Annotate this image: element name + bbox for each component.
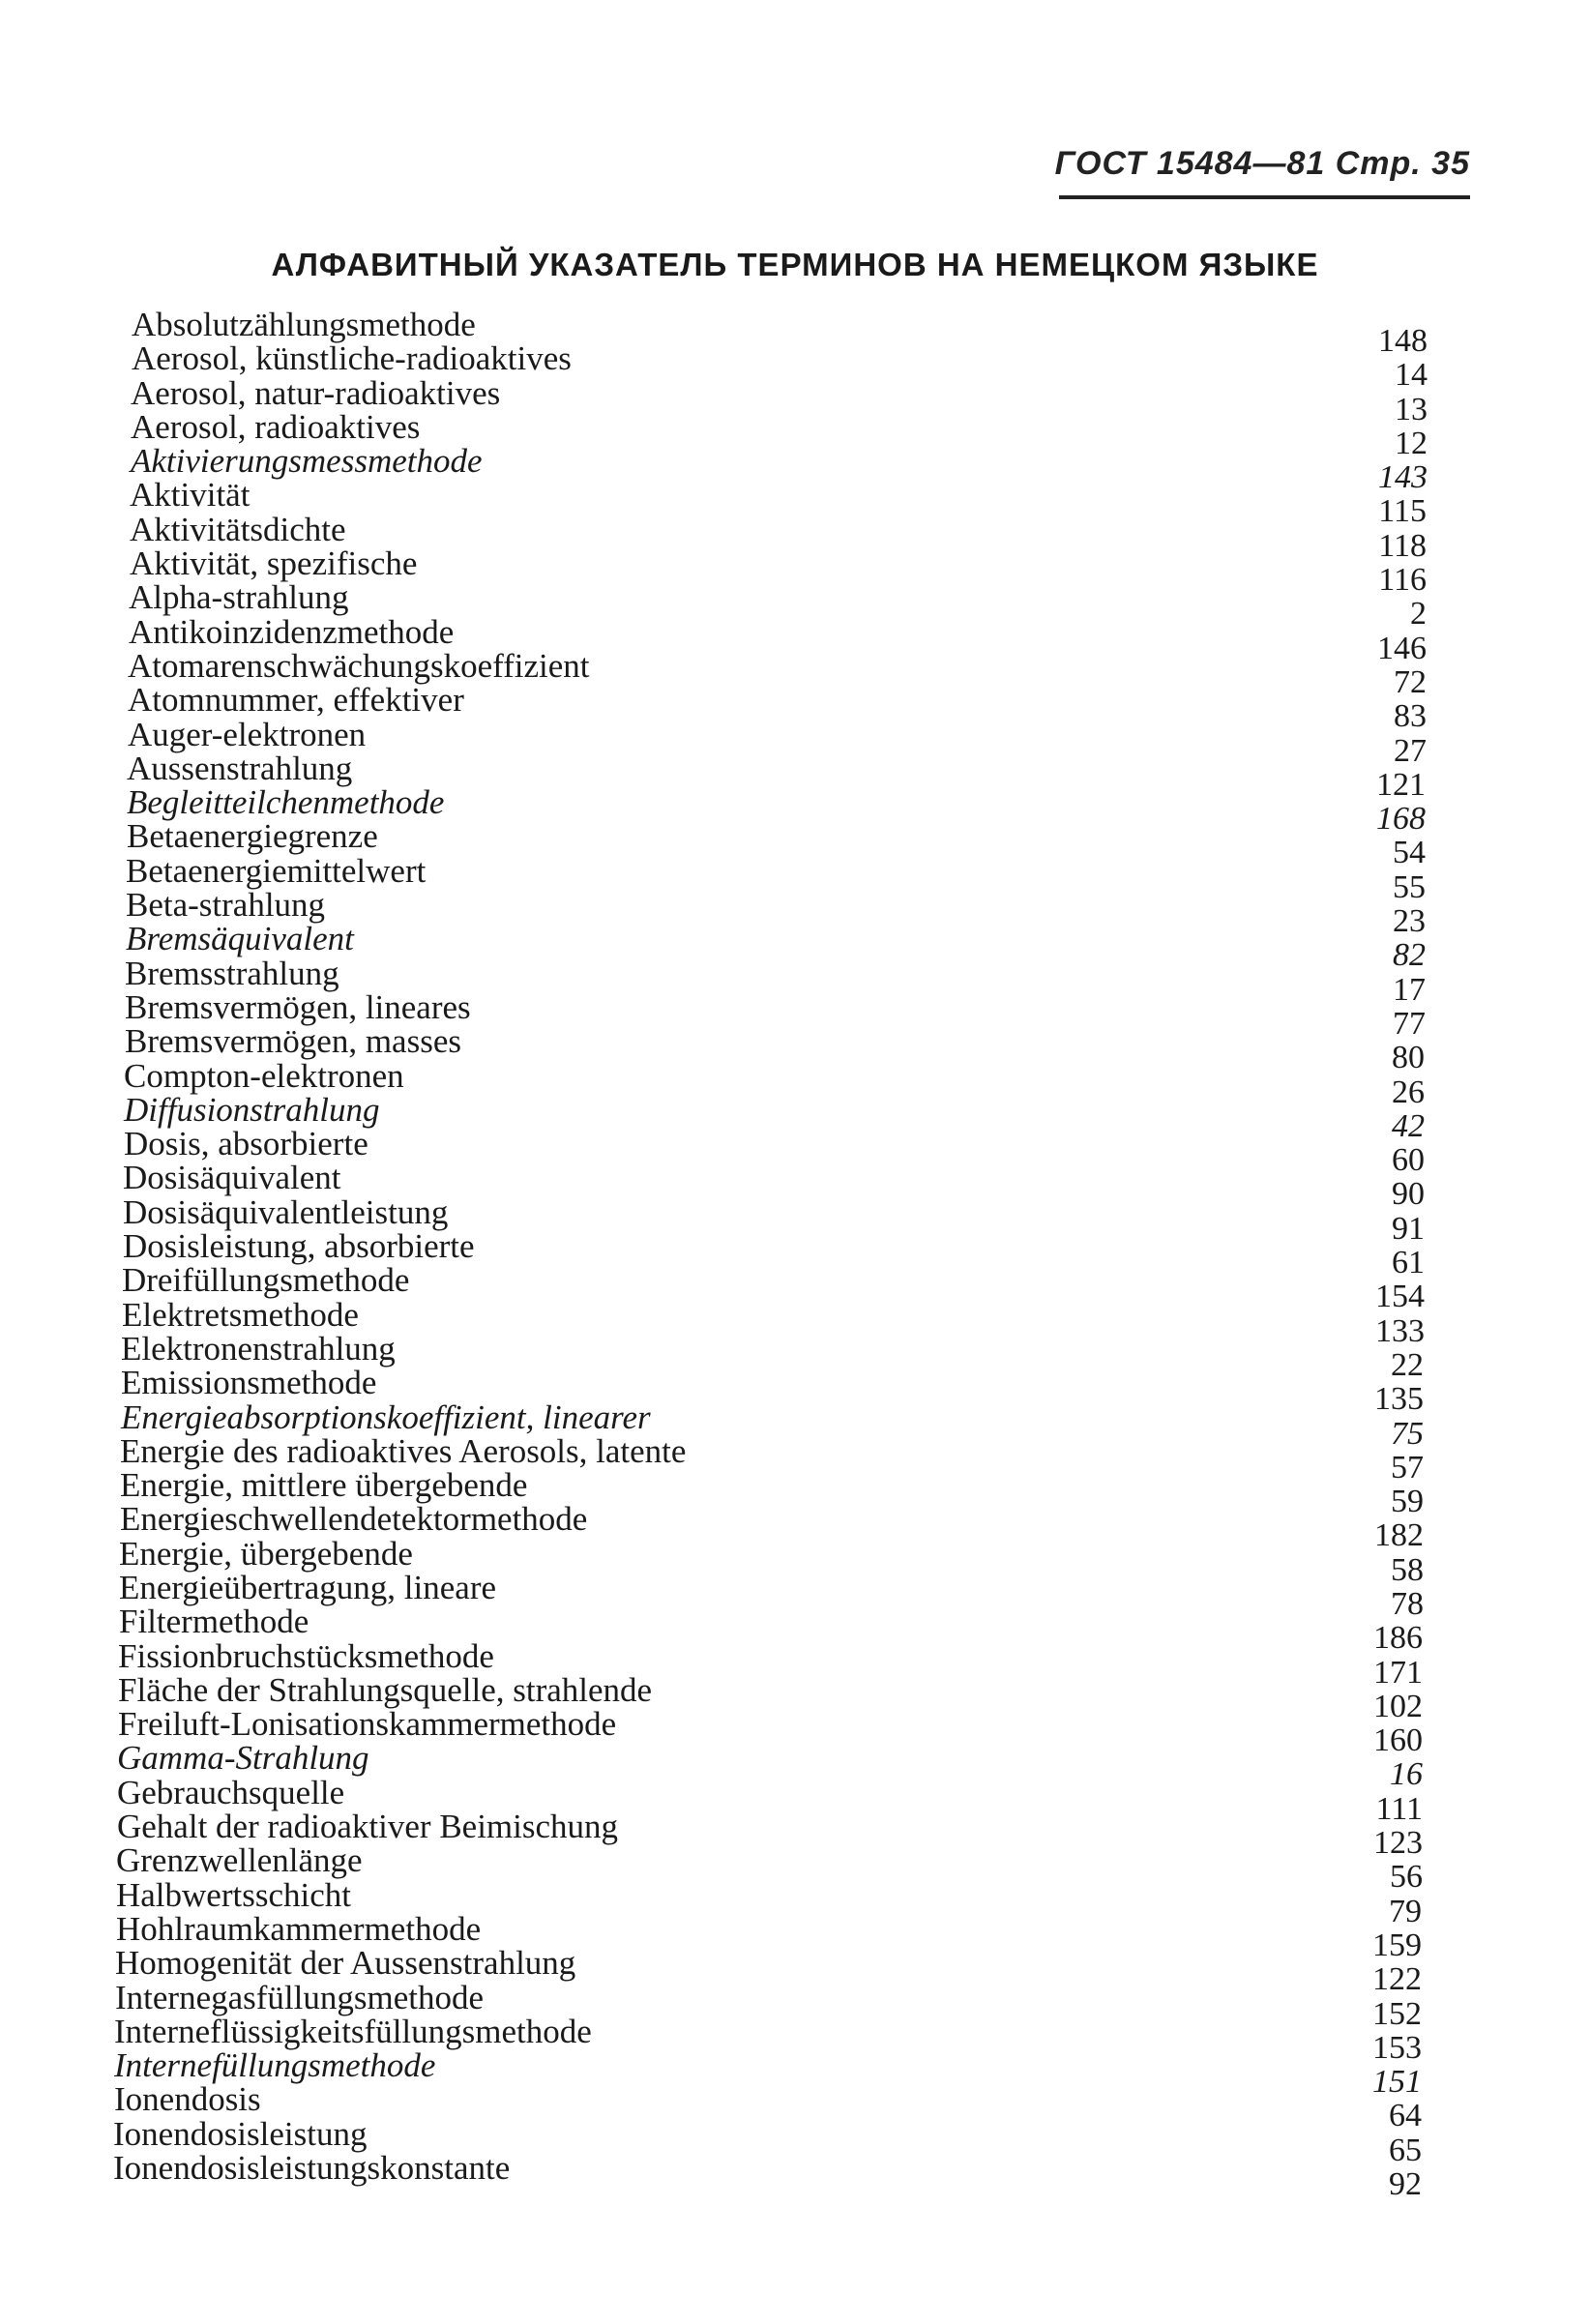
index-page-number: 61 [1392, 1245, 1425, 1281]
index-page-number: 23 [1393, 903, 1426, 940]
index-page-number: 122 [1372, 1961, 1422, 1998]
index-page-number: 154 [1375, 1279, 1425, 1315]
index-term: Fläche der Strahlungsquelle, strahlende [118, 1670, 653, 1709]
index-page-number: 80 [1392, 1040, 1425, 1076]
index-page-number: 153 [1372, 2029, 1422, 2066]
index-term: Energie des radioaktives Aerosols, latente [120, 1431, 687, 1470]
index-term: Beta-strahlung [126, 886, 326, 925]
index-page-number: 14 [1395, 357, 1428, 394]
index-term: Bremsvermögen, masses [125, 1022, 461, 1061]
index-page-number: 65 [1389, 2132, 1422, 2168]
index-page-number: 2 [1410, 596, 1427, 632]
index-term: Alpha-strahlung [129, 578, 349, 617]
index-page-number: 90 [1392, 1176, 1425, 1213]
index-page-number: 17 [1393, 971, 1426, 1008]
index-page-number: 111 [1375, 1790, 1423, 1827]
index-page-number: 75 [1391, 1415, 1424, 1452]
index-term: Bremsvermögen, lineares [125, 987, 471, 1026]
index-page-number: 58 [1391, 1551, 1424, 1588]
index-term: Bremsstrahlung [125, 954, 339, 992]
index-term: Gebrauchsquelle [117, 1773, 345, 1811]
index-page-number: 160 [1373, 1722, 1423, 1759]
index-page-number: 56 [1390, 1859, 1423, 1896]
index-page-number: 168 [1376, 801, 1426, 838]
index-term: Energieschwellendetektormethode [120, 1500, 588, 1539]
index-page-number: 123 [1373, 1825, 1423, 1862]
index-term: Dosis, absorbierte [124, 1125, 368, 1163]
index-page-number: 22 [1391, 1346, 1424, 1383]
index-page-number: 135 [1374, 1381, 1424, 1418]
index-page-number: 26 [1392, 1074, 1425, 1110]
index-term: Ionendosis [114, 2080, 261, 2119]
index-term: Energie, mittlere übergebende [120, 1466, 528, 1505]
index-term: Aerosol, künstliche-radioaktives [132, 339, 572, 378]
index-page-number: 64 [1389, 2098, 1422, 2134]
index-term: Dosisäquivalent [123, 1159, 341, 1197]
index-term: Energieübertragung, lineare [119, 1568, 497, 1606]
index-page-number: 116 [1378, 562, 1427, 599]
index-term: Gehalt der radioaktiver Beimischung [117, 1808, 619, 1846]
index-page-number: 12 [1395, 425, 1428, 461]
index-term: Gamma-Strahlung [117, 1739, 369, 1778]
index-page-number: 133 [1375, 1312, 1425, 1349]
index-term: Compton-elektronen [124, 1056, 404, 1095]
index-term: Dosisleistung, absorbierte [123, 1227, 475, 1266]
index-term: Elektronenstrahlung [121, 1329, 396, 1368]
index-term: Aktivierungsmessmethode [131, 442, 483, 481]
index-term: Elektretsmethode [122, 1295, 359, 1334]
index-page-number: 13 [1395, 391, 1428, 427]
index-page-number: 60 [1392, 1142, 1425, 1179]
index-term: Emissionsmethode [121, 1364, 377, 1402]
index-page-number: 59 [1391, 1484, 1424, 1520]
index-term: Auger-elektronen [128, 715, 367, 753]
index-page-number: 16 [1390, 1756, 1423, 1793]
index-term: Ionendosisleistungskonstante [113, 2149, 511, 2188]
index-page-number: 159 [1372, 1927, 1422, 1963]
index-term: Atomarenschwächungskoeffizient [128, 646, 590, 685]
index-page-number: 115 [1378, 493, 1427, 530]
index-page-number: 79 [1389, 1893, 1422, 1929]
index-term: Interneflüssigkeitsfüllungsmethode [114, 2012, 592, 2050]
index-page-number: 171 [1373, 1654, 1423, 1691]
index-term: Absolutzählungsmethode [132, 306, 476, 343]
page-title: АЛФАВИТНЫЙ УКАЗАТЕЛЬ ТЕРМИНОВ НА НЕМЕЦКОМ ЯЗЫКЕ [271, 247, 1319, 282]
header-rule [1059, 195, 1470, 199]
index-page-number: 182 [1374, 1517, 1424, 1554]
index-term: Bremsäquivalent [126, 920, 354, 958]
index-term: Aktivität, spezifische [130, 544, 418, 583]
index-page-number: 42 [1392, 1107, 1425, 1144]
index-term: Energie, übergebende [119, 1534, 413, 1573]
index-term: Aktivität [130, 476, 250, 515]
index-term: Diffusionstrahlung [124, 1090, 380, 1129]
index-page-number: 143 [1378, 459, 1428, 496]
index-page-number: 102 [1373, 1688, 1423, 1724]
index-term: Energieabsorptionskoeffizient, linearer [121, 1397, 651, 1436]
index-term: Dreifüllungsmethode [122, 1261, 410, 1300]
index-page-number: 148 [1378, 323, 1428, 359]
index-page-number: 78 [1391, 1585, 1424, 1622]
index-term: Filtermethode [119, 1603, 309, 1641]
index-page-number: 54 [1393, 835, 1426, 871]
index-term: Aussenstrahlung [127, 749, 353, 787]
index-page-number: 121 [1376, 766, 1426, 803]
index-page-number: 118 [1378, 527, 1427, 564]
index-term: Begleitteilchenmethode [127, 783, 445, 822]
page-header: ГОСТ 15484—81 Стр. 35 [1054, 145, 1470, 182]
index-page-number: 57 [1391, 1449, 1424, 1486]
index-page-number: 152 [1372, 1995, 1422, 2032]
index-term: Internefüllungsmethode [114, 2046, 436, 2085]
index-page-number: 27 [1394, 732, 1427, 769]
index-page-number: 72 [1394, 663, 1427, 700]
index-term: Freiluft-Lonisationskammermethode [118, 1705, 617, 1744]
index-page-number: 186 [1373, 1620, 1423, 1657]
index-term: Dosisäquivalentleistung [123, 1192, 449, 1231]
index-term: Fissionbruchstücksmethode [118, 1636, 494, 1675]
index-term: Betaenergiemittelwert [126, 851, 427, 890]
index-term: Aktivitätsdichte [130, 510, 346, 548]
index-term: Hohlraumkammermethode [116, 1909, 482, 1948]
index-term: Atomnummer, effektiver [128, 681, 464, 720]
term-index-list [0, 306, 1590, 2203]
index-term: Aerosol, natur-radioaktives [131, 373, 501, 412]
index-page-number: 151 [1372, 2064, 1422, 2101]
index-term: Internegasfüllungsmethode [115, 1978, 485, 2016]
index-term: Ionendosisleistung [113, 2114, 368, 2153]
index-term: Halbwertsschicht [116, 1875, 351, 1914]
index-page-number: 77 [1393, 1005, 1426, 1042]
index-term: Betaenergiegrenze [127, 817, 378, 856]
index-page-number: 82 [1393, 937, 1426, 974]
index-page-number: 146 [1377, 630, 1427, 666]
index-page-number: 92 [1389, 2166, 1422, 2203]
index-term: Homogenität der Aussenstrahlung [115, 1944, 576, 1983]
index-page-number: 55 [1393, 868, 1426, 905]
index-page-number: 91 [1392, 1210, 1425, 1247]
index-page-number: 83 [1394, 698, 1427, 735]
index-term: Aerosol, radioaktives [131, 407, 421, 446]
index-term: Grenzwellenlänge [116, 1841, 363, 1880]
index-term: Antikoinzidenzmethode [129, 612, 455, 651]
